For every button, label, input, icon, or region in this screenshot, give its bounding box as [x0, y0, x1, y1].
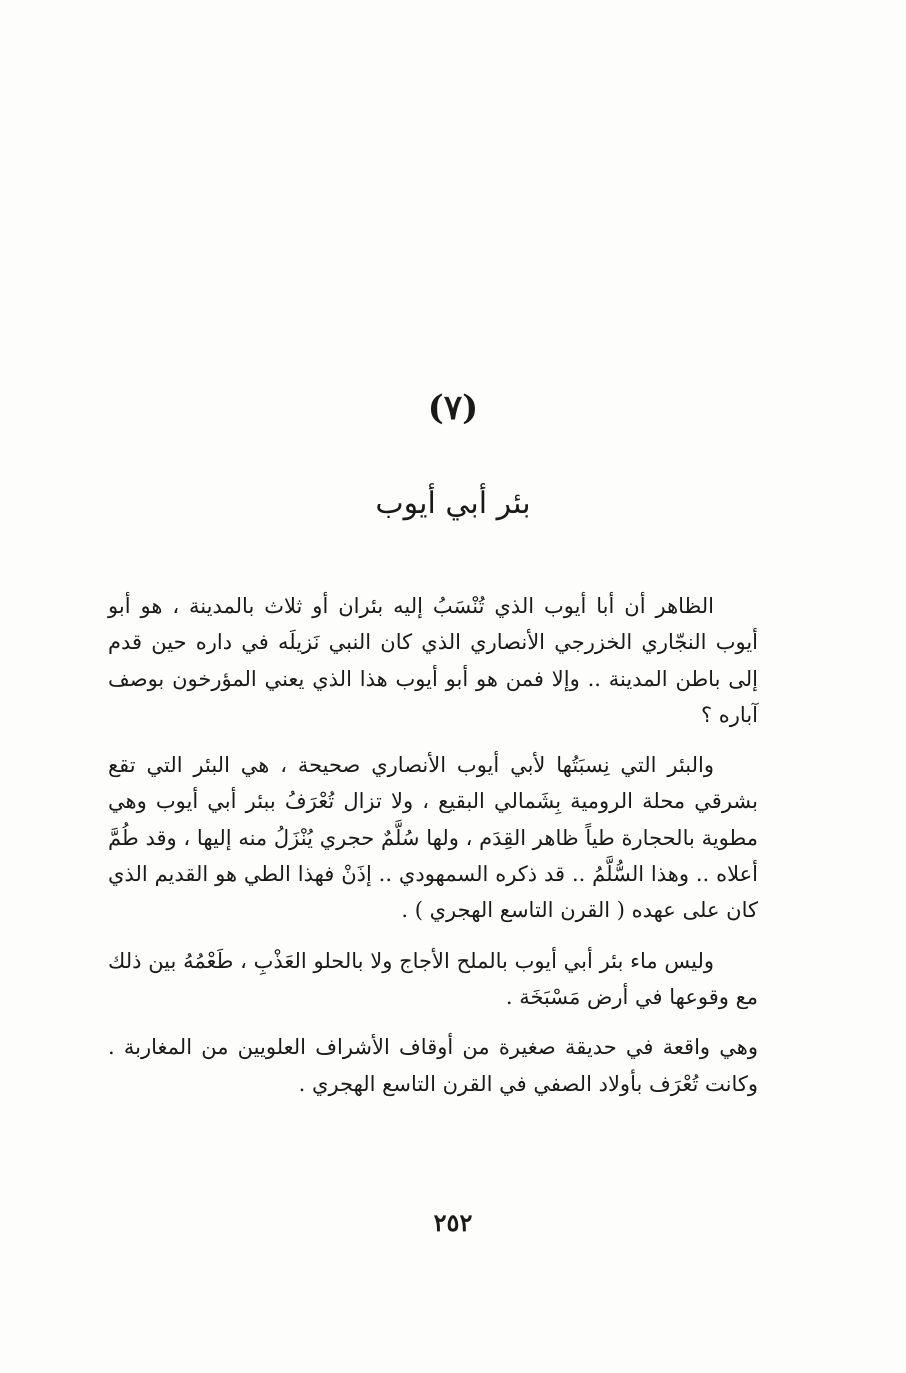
chapter-title: بئر أبي أيوب: [375, 486, 531, 521]
paragraph: والبئر التي نِسبَتُها لأبي أيوب الأنصاري صحيحة ، هي البئر التي تقع بشرقي محلة الرومية بِشَمالي البقيع ، ولا تزال تُعْرَفُ ببئر أبي أيوب وهي مطوية بالحجارة طياً ظاهر القِدَم ، ولها سُلَّمٌ حجري يُنْزَلُ منه إليها ، وقد طُمَّ أعلاه .. وهذا السُّلَّمُ .. قد ذكره السمهودي .. إذَنْ فهذا الطي هو القديم الذي كان على عهده ( القرن التاسع الهجري ) .: [108, 753, 758, 923]
page-number: ٢٥٢: [433, 1208, 473, 1237]
chapter-number: (٧): [427, 388, 479, 428]
paragraph: وهي واقعة في حديقة صغيرة من أوقاف الأشراف العلويين من المغاربة . وكانت تُعْرَف بأولاد الصفي في القرن التاسع الهجري .: [108, 1035, 758, 1096]
paragraph: وليس ماء بئر أبي أيوب بالملح الأجاج ولا بالحلو العَذْبِ ، طَعْمُهُ بين ذلك مع وقوعها في أرض مَسْبَخَة .: [108, 948, 758, 1009]
paragraph: الظاهر أن أبا أيوب الذي تُنْسَبُ إليه بئران أو ثلاث بالمدينة ، هو أبو أيوب النجّاري الخزرجي الأنصاري الذي كان النبي نَزيلَه في داره حين قدم إلى باطن المدينة .. وإلا فمن هو أبو أيوب هذا الذي يعني المؤرخون بوصف آباره ؟: [108, 594, 758, 727]
body-text: [108, 588, 758, 1110]
